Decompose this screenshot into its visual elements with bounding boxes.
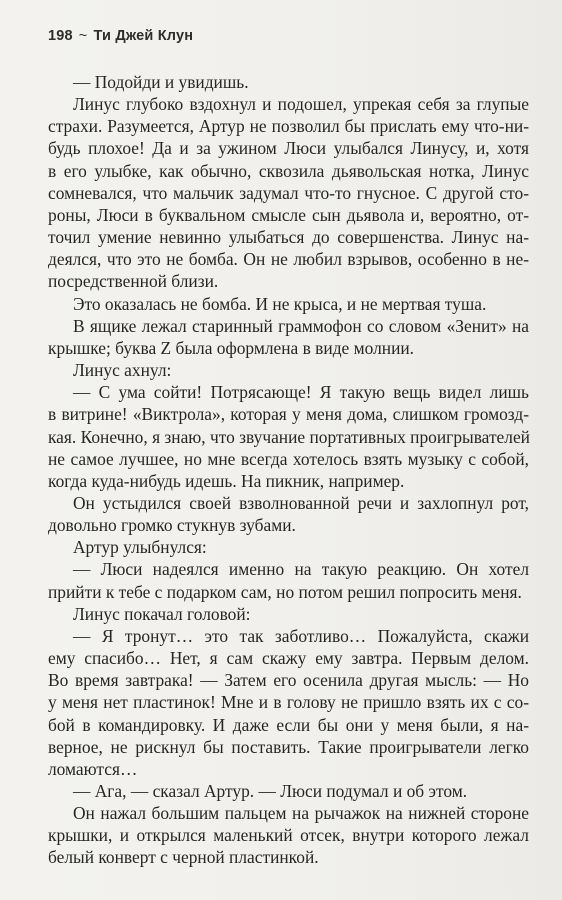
- text-line: ломаются…: [48, 758, 138, 779]
- paragraph: [48, 625, 529, 780]
- text-line: довольно громко стукнув зубами.: [48, 515, 296, 536]
- text-line: не самое лучшее, но мне всегда хотелось взять музыку с собой,: [48, 448, 529, 469]
- text-line: крышки, и открылся маленький отсек, внутри которого лежал: [48, 825, 529, 846]
- paragraph: [48, 802, 529, 868]
- paragraph: [48, 558, 529, 602]
- paragraph: [48, 71, 529, 93]
- body-text: [48, 71, 529, 869]
- text-line: кая. Конечно, я знаю, что звучание портативных проигрывателей: [48, 426, 530, 447]
- text-line: — Подойди и увидишь.: [73, 72, 249, 92]
- text-line: посредственной близи.: [48, 271, 219, 292]
- text-line: бой в командировку. И даже если бы они у меня были, я на-: [48, 714, 529, 735]
- text-line: Линус покачал головой:: [73, 603, 251, 624]
- paragraph: [48, 492, 529, 536]
- text-line: крышке; буква Z была оформлена в виде молнии.: [48, 337, 415, 358]
- text-line: сомневался, что мальчик задумал что-то гнусное. С другой сто-: [48, 182, 529, 203]
- paragraph: [48, 381, 529, 492]
- paragraph: [48, 780, 529, 802]
- text-line: — С ума сойти! Потрясающе! Я такую вещь видел лишь: [73, 382, 529, 403]
- text-line: белый конверт с черной пластинкой.: [48, 847, 319, 868]
- paragraph: [48, 536, 529, 558]
- text-line: роны, Люси в буквальном смысле сын дьявола и, вероятно, от-: [48, 204, 529, 225]
- text-line: страхи. Разумеется, Артур не позволил бы прислать ему что-ни-: [48, 116, 529, 137]
- text-line: Линус глубоко вздохнул и подошел, упрекая себя за глупые: [73, 94, 529, 115]
- paragraph: [48, 93, 529, 292]
- header-separator: ~: [78, 28, 88, 44]
- text-line: Артур улыбнулся:: [73, 537, 207, 558]
- text-line: у меня нет пластинок! Мне и в голову не пришло взять их с со-: [48, 692, 529, 713]
- text-line: когда куда-нибудь идешь. На пикник, например.: [48, 470, 405, 491]
- text-line: в его улыбке, как обычно, сквозила дьявольская нотка, Линус: [48, 160, 529, 181]
- text-line: — Люси надеялся именно на такую реакцию. Он хотел: [73, 559, 529, 580]
- text-line: ему спасибо… Нет, я сам скажу ему завтра. Первым делом.: [48, 648, 529, 669]
- paragraph: [48, 315, 529, 359]
- text-line: точил умение невинно улыбаться до совершенства. Линус на-: [48, 227, 529, 248]
- paragraph: [48, 359, 529, 381]
- running-header: [48, 28, 193, 44]
- text-line: Он устыдился своей взволнованной речи и захлопнул рот,: [73, 492, 529, 513]
- paragraph: [48, 603, 529, 625]
- running-title: Ти Джей Клун: [93, 28, 194, 44]
- paragraph: [48, 293, 529, 315]
- page-number: 198: [48, 28, 73, 44]
- text-line: будь плохое! Да и за ужином Люси улыбался Линусу, и, хотя: [48, 138, 529, 159]
- text-line: деялся, что это не бомба. Он не любил взрывов, особенно в не-: [48, 249, 529, 270]
- text-line: прийти к тебе с подарком сам, но потом решил попросить меня.: [48, 581, 522, 602]
- text-line: Во время завтрака! — Затем его осенила другая мысль: — Но: [48, 670, 529, 691]
- text-line: Линус ахнул:: [73, 360, 172, 381]
- text-line: — Я тронут… это так заботливо… Пожалуйста, скажи: [73, 625, 529, 646]
- text-line: — Ага, — сказал Артур. — Люси подумал и об этом.: [73, 781, 468, 801]
- text-line: Это оказалась не бомба. И не крыса, и не мертвая туша.: [73, 293, 487, 314]
- text-line: Он нажал большим пальцем на рычажок на нижней стороне: [73, 803, 529, 824]
- text-line: в витрине! «Виктрола», которая у меня дома, слишком громозд-: [48, 404, 529, 425]
- text-line: В ящике лежал старинный граммофон со словом «Зенит» на: [73, 315, 529, 336]
- text-line: верное, не рискнул бы поставить. Такие проигрыватели легко: [48, 736, 529, 757]
